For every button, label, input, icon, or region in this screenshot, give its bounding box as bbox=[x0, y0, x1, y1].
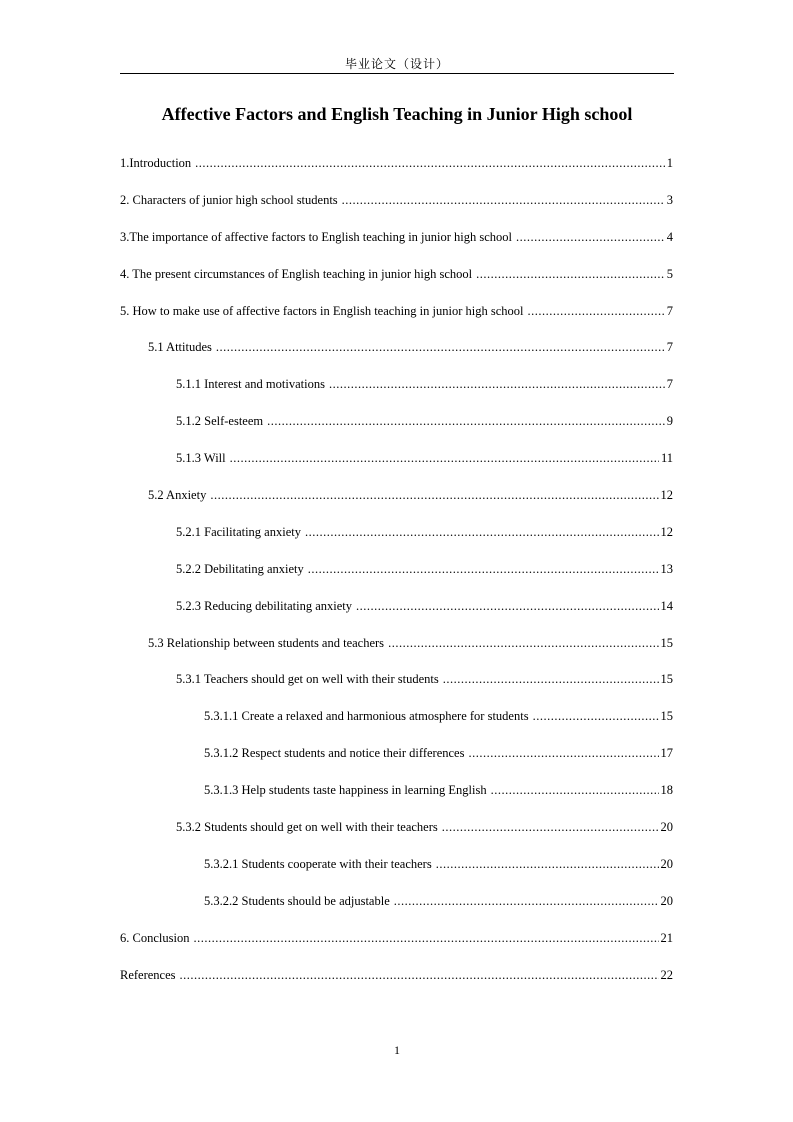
toc-entry[interactable] bbox=[120, 593, 673, 630]
toc-entry[interactable] bbox=[120, 187, 673, 224]
toc-dot-leader bbox=[210, 482, 658, 508]
toc-dot-leader bbox=[528, 298, 665, 324]
toc-entry-page-number: 7 bbox=[666, 340, 673, 355]
toc-entry-page-number: 15 bbox=[660, 672, 673, 687]
toc-entry-page-number: 5 bbox=[666, 266, 673, 281]
toc-entry[interactable] bbox=[120, 445, 673, 482]
toc-entry[interactable] bbox=[120, 298, 673, 335]
toc-entry-page-number: 7 bbox=[666, 303, 673, 318]
toc-entry-label: 5.3.1.2 Respect students and notice their differences bbox=[204, 746, 465, 761]
toc-entry[interactable] bbox=[120, 519, 673, 556]
toc-dot-leader bbox=[216, 334, 665, 360]
toc-entry-label: 5.3.1.1 Create a relaxed and harmonious atmosphere for students bbox=[204, 709, 529, 724]
toc-dot-leader bbox=[388, 630, 658, 656]
toc-entry[interactable] bbox=[120, 703, 673, 740]
toc-entry-label: References bbox=[120, 967, 176, 982]
toc-entry[interactable] bbox=[120, 334, 673, 371]
toc-entry-label: 5.2 Anxiety bbox=[148, 488, 207, 503]
toc-entry-label: 5.1 Attitudes bbox=[148, 340, 212, 355]
toc-entry-page-number: 12 bbox=[660, 524, 673, 539]
table-of-contents bbox=[120, 150, 673, 998]
toc-entry-label: 6. Conclusion bbox=[120, 930, 190, 945]
toc-entry-page-number: 21 bbox=[660, 930, 673, 945]
toc-entry[interactable] bbox=[120, 851, 673, 888]
toc-entry-page-number: 15 bbox=[660, 635, 673, 650]
toc-dot-leader bbox=[193, 925, 658, 951]
toc-entry-label: 5.2.2 Debilitating anxiety bbox=[176, 561, 304, 576]
toc-entry-page-number: 17 bbox=[660, 746, 673, 761]
toc-entry-label: 5.3.2 Students should get on well with their teachers bbox=[176, 820, 438, 835]
toc-entry[interactable] bbox=[120, 150, 673, 187]
toc-dot-leader bbox=[230, 445, 659, 471]
toc-entry-label: 4. The present circumstances of English teaching in junior high school bbox=[120, 266, 473, 281]
toc-dot-leader bbox=[468, 740, 658, 766]
toc-entry[interactable] bbox=[120, 777, 673, 814]
toc-dot-leader bbox=[443, 666, 659, 692]
toc-entry[interactable] bbox=[120, 740, 673, 777]
toc-dot-leader bbox=[180, 962, 659, 988]
toc-entry[interactable] bbox=[120, 630, 673, 667]
toc-entry[interactable] bbox=[120, 925, 673, 962]
toc-dot-leader bbox=[394, 888, 659, 914]
toc-dot-leader bbox=[342, 187, 665, 213]
toc-entry-label: 5.1.2 Self-esteem bbox=[176, 414, 264, 429]
toc-entry-label: 5.3 Relationship between students and teachers bbox=[148, 635, 385, 650]
toc-entry-page-number: 15 bbox=[660, 709, 673, 724]
toc-entry[interactable] bbox=[120, 666, 673, 703]
toc-entry[interactable] bbox=[120, 556, 673, 593]
toc-entry-label: 5.3.1 Teachers should get on well with their students bbox=[176, 672, 439, 687]
toc-entry-page-number: 22 bbox=[660, 967, 673, 982]
toc-entry-page-number: 3 bbox=[666, 192, 673, 207]
toc-entry-page-number: 11 bbox=[660, 451, 673, 466]
toc-dot-leader bbox=[516, 224, 665, 250]
toc-entry[interactable] bbox=[120, 888, 673, 925]
toc-entry-page-number: 4 bbox=[666, 229, 673, 244]
toc-dot-leader bbox=[195, 150, 665, 176]
toc-entry-label: 3.The importance of affective factors to English teaching in junior high school bbox=[120, 229, 513, 244]
toc-entry-page-number: 18 bbox=[660, 783, 673, 798]
page-number: 1 bbox=[394, 1043, 400, 1057]
toc-entry[interactable] bbox=[120, 261, 673, 298]
toc-entry[interactable] bbox=[120, 224, 673, 261]
toc-entry[interactable] bbox=[120, 371, 673, 408]
toc-entry-page-number: 14 bbox=[660, 598, 673, 613]
toc-entry-label: 5.3.2.2 Students should be adjustable bbox=[204, 893, 390, 908]
toc-entry-label: 5.2.3 Reducing debilitating anxiety bbox=[176, 598, 353, 613]
toc-dot-leader bbox=[308, 556, 659, 582]
toc-dot-leader bbox=[305, 519, 659, 545]
toc-dot-leader bbox=[491, 777, 659, 803]
toc-entry-label: 5.1.3 Will bbox=[176, 451, 226, 466]
toc-entry-label: 5. How to make use of affective factors in English teaching in junior high school bbox=[120, 303, 524, 318]
toc-entry-page-number: 13 bbox=[660, 561, 673, 576]
toc-entry-page-number: 12 bbox=[660, 488, 673, 503]
toc-entry-label: 5.1.1 Interest and motivations bbox=[176, 377, 325, 392]
toc-dot-leader bbox=[267, 408, 665, 434]
toc-dot-leader bbox=[329, 371, 665, 397]
toc-entry[interactable] bbox=[120, 814, 673, 851]
toc-entry[interactable] bbox=[120, 408, 673, 445]
header-divider bbox=[120, 73, 674, 74]
toc-entry-page-number: 1 bbox=[666, 156, 673, 170]
toc-entry-label: 5.2.1 Facilitating anxiety bbox=[176, 524, 301, 539]
toc-entry-page-number: 20 bbox=[660, 856, 673, 871]
toc-entry-page-number: 20 bbox=[660, 893, 673, 908]
toc-entry-page-number: 20 bbox=[660, 820, 673, 835]
document-title: Affective Factors and English Teaching in Junior High school bbox=[161, 104, 633, 124]
toc-entry-page-number: 7 bbox=[666, 377, 673, 392]
toc-entry-label: 5.3.2.1 Students cooperate with their teachers bbox=[204, 856, 432, 871]
toc-dot-leader bbox=[533, 703, 659, 729]
running-header: 毕业论文（设计） bbox=[344, 57, 449, 71]
toc-entry[interactable] bbox=[120, 962, 673, 999]
toc-entry-page-number: 9 bbox=[666, 414, 673, 429]
toc-entry[interactable] bbox=[120, 482, 673, 519]
toc-dot-leader bbox=[442, 814, 659, 840]
toc-dot-leader bbox=[476, 261, 665, 287]
toc-entry-label: 5.3.1.3 Help students taste happiness in learning English bbox=[204, 783, 487, 798]
toc-dot-leader bbox=[356, 593, 658, 619]
toc-entry-label: 1.Introduction bbox=[120, 156, 192, 170]
toc-entry-label: 2. Characters of junior high school students bbox=[120, 192, 338, 207]
toc-dot-leader bbox=[436, 851, 659, 877]
